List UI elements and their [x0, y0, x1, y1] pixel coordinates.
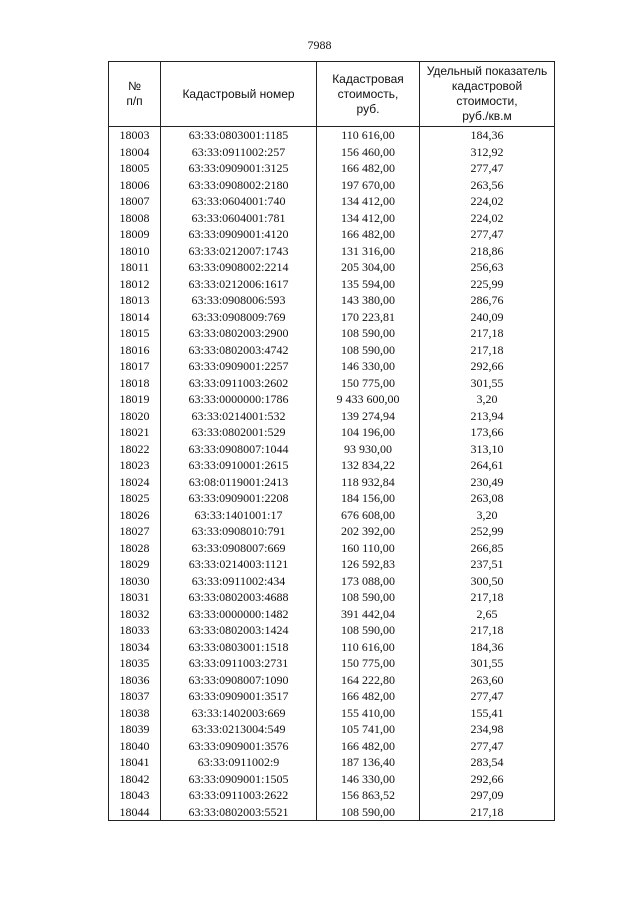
cadastral-value-cell: 146 330,00 [317, 358, 420, 375]
table-row [109, 391, 555, 408]
specific-index-cell: 3,20 [420, 391, 555, 408]
cadastral-number-cell: 63:33:0909001:4120 [161, 226, 317, 243]
header-num-line: п/п [126, 94, 143, 108]
cadastral-value-cell: 166 482,00 [317, 160, 420, 177]
cadastral-value-cell: 156 863,52 [317, 787, 420, 804]
table-row [109, 226, 555, 243]
specific-index-cell: 252,99 [420, 523, 555, 540]
cadastral-value-cell: 164 222,80 [317, 672, 420, 689]
specific-index-cell: 263,60 [420, 672, 555, 689]
cadastral-number-cell: 63:33:0908010:791 [161, 523, 317, 540]
cadastral-value-cell: 104 196,00 [317, 424, 420, 441]
row-number-cell: 18037 [109, 688, 161, 705]
specific-index-cell: 230,49 [420, 474, 555, 491]
cadastral-value-cell: 173 088,00 [317, 573, 420, 590]
row-number-cell: 18006 [109, 177, 161, 194]
table-row [109, 358, 555, 375]
table-row [109, 441, 555, 458]
cadastral-value-cell: 108 590,00 [317, 589, 420, 606]
table-row [109, 540, 555, 557]
table-row [109, 243, 555, 260]
header-value-line: руб. [356, 101, 380, 116]
row-number-cell: 18041 [109, 754, 161, 771]
row-number-cell: 18008 [109, 210, 161, 227]
cadastral-number-cell: 63:33:0802003:1424 [161, 622, 317, 639]
cadastral-value-cell: 146 330,00 [317, 771, 420, 788]
table-row [109, 160, 555, 177]
cadastral-value-cell: 391 442,04 [317, 606, 420, 623]
cadastral-number-cell: 63:33:0911002:9 [161, 754, 317, 771]
cadastral-number-cell: 63:33:0909001:3517 [161, 688, 317, 705]
cadastral-number-cell: 63:33:1401001:17 [161, 507, 317, 524]
cadastral-value-cell: 108 590,00 [317, 325, 420, 342]
cadastral-value-cell: 202 392,00 [317, 523, 420, 540]
row-number-cell: 18032 [109, 606, 161, 623]
cadastral-number-cell: 63:33:0911002:434 [161, 573, 317, 590]
cadastral-number-cell: 63:33:0212006:1617 [161, 276, 317, 293]
row-number-cell: 18022 [109, 441, 161, 458]
row-number-cell: 18007 [109, 193, 161, 210]
cadastral-value-cell: 134 412,00 [317, 193, 420, 210]
row-number-cell: 18043 [109, 787, 161, 804]
specific-index-cell: 313,10 [420, 441, 555, 458]
specific-index-cell: 217,18 [420, 804, 555, 821]
cadastral-number-cell: 63:33:0908007:669 [161, 540, 317, 557]
cadastral-value-cell: 156 460,00 [317, 144, 420, 161]
row-number-cell: 18003 [109, 127, 161, 144]
table-row [109, 309, 555, 326]
specific-index-cell: 184,36 [420, 127, 555, 144]
specific-index-cell: 234,98 [420, 721, 555, 738]
row-number-cell: 18013 [109, 292, 161, 309]
specific-index-cell: 225,99 [420, 276, 555, 293]
table-row [109, 589, 555, 606]
cadastral-value-cell: 110 616,00 [317, 639, 420, 656]
cadastral-number-cell: 63:33:0908002:2214 [161, 259, 317, 276]
cadastral-number-cell: 63:33:0908007:1044 [161, 441, 317, 458]
table-row [109, 292, 555, 309]
specific-index-cell: 263,56 [420, 177, 555, 194]
table-row [109, 787, 555, 804]
cadastral-value-cell: 197 670,00 [317, 177, 420, 194]
cadastral-number-cell: 63:33:0000000:1786 [161, 391, 317, 408]
table-row [109, 606, 555, 623]
cadastral-number-cell: 63:33:0803001:1185 [161, 127, 317, 144]
specific-index-cell: 155,41 [420, 705, 555, 722]
table-row [109, 771, 555, 788]
cadastral-value-cell: 150 775,00 [317, 375, 420, 392]
cadastral-number-cell: 63:33:0212007:1743 [161, 243, 317, 260]
cadastral-number-cell: 63:33:0908006:593 [161, 292, 317, 309]
specific-index-cell: 217,18 [420, 622, 555, 639]
table-row [109, 573, 555, 590]
cadastral-number-cell: 63:33:0802003:5521 [161, 804, 317, 821]
cadastral-value-cell: 118 932,84 [317, 474, 420, 491]
cadastral-value-cell: 170 223,81 [317, 309, 420, 326]
row-number-cell: 18009 [109, 226, 161, 243]
header-index-line: кадастровой [451, 79, 523, 93]
row-number-cell: 18025 [109, 490, 161, 507]
row-number-cell: 18020 [109, 408, 161, 425]
cadastral-value-cell: 110 616,00 [317, 127, 420, 144]
specific-index-cell: 292,66 [420, 771, 555, 788]
table-row [109, 342, 555, 359]
cadastral-value-cell: 105 741,00 [317, 721, 420, 738]
header-num-line: № [128, 79, 141, 93]
table-row [109, 375, 555, 392]
cadastral-value-cell: 134 412,00 [317, 210, 420, 227]
cadastral-value-cell: 184 156,00 [317, 490, 420, 507]
row-number-cell: 18030 [109, 573, 161, 590]
specific-index-cell: 2,65 [420, 606, 555, 623]
table-row [109, 193, 555, 210]
page-number: 7988 [307, 38, 332, 52]
cadastral-number-cell: 63:33:0909001:3125 [161, 160, 317, 177]
specific-index-cell: 312,92 [420, 144, 555, 161]
specific-index-cell: 263,08 [420, 490, 555, 507]
cadastral-number-cell: 63:33:0909001:2208 [161, 490, 317, 507]
cadastral-number-cell: 63:33:0908002:2180 [161, 177, 317, 194]
cadastral-value-cell: 205 304,00 [317, 259, 420, 276]
row-number-cell: 18017 [109, 358, 161, 375]
table-row [109, 655, 555, 672]
specific-index-cell: 277,47 [420, 738, 555, 755]
table-row [109, 144, 555, 161]
specific-index-cell: 240,09 [420, 309, 555, 326]
specific-index-cell: 237,51 [420, 556, 555, 573]
table-row [109, 457, 555, 474]
row-number-cell: 18014 [109, 309, 161, 326]
cadastral-number-cell: 63:33:0909001:2257 [161, 358, 317, 375]
specific-index-cell: 301,55 [420, 375, 555, 392]
cadastral-number-cell: 63:33:0604001:740 [161, 193, 317, 210]
cadastral-number-cell: 63:33:0910001:2615 [161, 457, 317, 474]
cadastral-value-cell: 108 590,00 [317, 804, 420, 821]
cadastral-number-cell: 63:08:0119001:2413 [161, 474, 317, 491]
cadastral-value-cell: 155 410,00 [317, 705, 420, 722]
specific-index-cell: 217,18 [420, 325, 555, 342]
specific-index-cell: 217,18 [420, 342, 555, 359]
specific-index-cell: 218,86 [420, 243, 555, 260]
row-number-cell: 18019 [109, 391, 161, 408]
specific-index-cell: 292,66 [420, 358, 555, 375]
row-number-cell: 18035 [109, 655, 161, 672]
row-number-cell: 18005 [109, 160, 161, 177]
cadastral-number-cell: 63:33:0908007:1090 [161, 672, 317, 689]
cadastral-value-cell: 126 592,83 [317, 556, 420, 573]
specific-index-cell: 264,61 [420, 457, 555, 474]
specific-index-cell: 266,85 [420, 540, 555, 557]
table-row [109, 177, 555, 194]
table-row [109, 424, 555, 441]
specific-index-cell: 173,66 [420, 424, 555, 441]
cadastral-value-cell: 143 380,00 [317, 292, 420, 309]
cadastral-number-cell: 63:33:0908009:769 [161, 309, 317, 326]
table-row [109, 721, 555, 738]
cadastral-number-cell: 63:33:0911003:2602 [161, 375, 317, 392]
specific-index-cell: 283,54 [420, 754, 555, 771]
specific-index-cell: 297,09 [420, 787, 555, 804]
header-specific-index [420, 62, 555, 127]
cadastral-value-cell: 93 930,00 [317, 441, 420, 458]
row-number-cell: 18026 [109, 507, 161, 524]
table-row [109, 804, 555, 821]
row-number-cell: 18039 [109, 721, 161, 738]
specific-index-cell: 286,76 [420, 292, 555, 309]
row-number-cell: 18021 [109, 424, 161, 441]
table-row [109, 325, 555, 342]
header-index-line: стоимости, [456, 94, 518, 108]
row-number-cell: 18028 [109, 540, 161, 557]
specific-index-cell: 256,63 [420, 259, 555, 276]
cadastral-value-cell: 131 316,00 [317, 243, 420, 260]
cadastral-number-cell: 63:33:0911003:2622 [161, 787, 317, 804]
cadastral-number-cell: 63:33:0213004:549 [161, 721, 317, 738]
row-number-cell: 18031 [109, 589, 161, 606]
specific-index-cell: 224,02 [420, 210, 555, 227]
cadastral-number-cell: 63:33:1402003:669 [161, 705, 317, 722]
specific-index-cell: 3,20 [420, 507, 555, 524]
table-row [109, 639, 555, 656]
table-row [109, 408, 555, 425]
table-body [109, 127, 555, 821]
row-number-cell: 18010 [109, 243, 161, 260]
row-number-cell: 18004 [109, 144, 161, 161]
header-cadastral-value [317, 62, 420, 127]
specific-index-cell: 277,47 [420, 226, 555, 243]
row-number-cell: 18034 [109, 639, 161, 656]
cadastral-value-cell: 135 594,00 [317, 276, 420, 293]
cadastral-value-cell: 108 590,00 [317, 622, 420, 639]
header-value-line: стоимость, [337, 86, 399, 101]
specific-index-cell: 217,18 [420, 589, 555, 606]
cadastral-value-cell: 132 834,22 [317, 457, 420, 474]
cadastral-number-cell: 63:33:0604001:781 [161, 210, 317, 227]
header-index-line: руб./кв.м [462, 109, 512, 123]
row-number-cell: 18012 [109, 276, 161, 293]
table-row [109, 276, 555, 293]
header-cadastral-number: Кадастровый номер [161, 62, 317, 127]
row-number-cell: 18040 [109, 738, 161, 755]
table-row [109, 507, 555, 524]
table-row [109, 474, 555, 491]
row-number-cell: 18024 [109, 474, 161, 491]
specific-index-cell: 300,50 [420, 573, 555, 590]
row-number-cell: 18018 [109, 375, 161, 392]
row-number-cell: 18023 [109, 457, 161, 474]
header-num [109, 62, 161, 127]
cadastral-value-cell: 166 482,00 [317, 688, 420, 705]
table-row [109, 705, 555, 722]
cadastral-number-cell: 63:33:0911002:257 [161, 144, 317, 161]
table-row [109, 523, 555, 540]
row-number-cell: 18015 [109, 325, 161, 342]
table-row [109, 490, 555, 507]
cadastral-number-cell: 63:33:0909001:3576 [161, 738, 317, 755]
table-row [109, 556, 555, 573]
row-number-cell: 18042 [109, 771, 161, 788]
table-row [109, 210, 555, 227]
header-index-line: Удельный показатель [426, 64, 548, 78]
specific-index-cell: 213,94 [420, 408, 555, 425]
table-row [109, 127, 555, 144]
cadastral-value-cell: 150 775,00 [317, 655, 420, 672]
cadastral-value-cell: 160 110,00 [317, 540, 420, 557]
specific-index-cell: 184,36 [420, 639, 555, 656]
row-number-cell: 18033 [109, 622, 161, 639]
cadastral-number-cell: 63:33:0214003:1121 [161, 556, 317, 573]
row-number-cell: 18036 [109, 672, 161, 689]
cadastral-number-cell: 63:33:0802003:4742 [161, 342, 317, 359]
row-number-cell: 18029 [109, 556, 161, 573]
table-row [109, 622, 555, 639]
cadastral-number-cell: 63:33:0911003:2731 [161, 655, 317, 672]
cadastral-value-cell: 9 433 600,00 [317, 391, 420, 408]
cadastral-number-cell: 63:33:0909001:1505 [161, 771, 317, 788]
cadastral-value-cell: 166 482,00 [317, 226, 420, 243]
table-row [109, 738, 555, 755]
cadastral-number-cell: 63:33:0802003:2900 [161, 325, 317, 342]
row-number-cell: 18044 [109, 804, 161, 821]
cadastral-number-cell: 63:33:0802001:529 [161, 424, 317, 441]
row-number-cell: 18038 [109, 705, 161, 722]
row-number-cell: 18027 [109, 523, 161, 540]
cadastral-value-cell: 139 274,94 [317, 408, 420, 425]
table-row [109, 259, 555, 276]
table-header-row [109, 62, 555, 127]
cadastral-value-cell: 166 482,00 [317, 738, 420, 755]
cadastral-value-cell: 108 590,00 [317, 342, 420, 359]
specific-index-cell: 277,47 [420, 688, 555, 705]
cadastral-value-cell: 187 136,40 [317, 754, 420, 771]
cadastral-number-cell: 63:33:0214001:532 [161, 408, 317, 425]
specific-index-cell: 224,02 [420, 193, 555, 210]
row-number-cell: 18016 [109, 342, 161, 359]
cadastral-table [108, 61, 555, 821]
cadastral-value-cell: 676 608,00 [317, 507, 420, 524]
row-number-cell: 18011 [109, 259, 161, 276]
specific-index-cell: 301,55 [420, 655, 555, 672]
cadastral-number-cell: 63:33:0802003:4688 [161, 589, 317, 606]
cadastral-number-cell: 63:33:0000000:1482 [161, 606, 317, 623]
header-value-line: Кадастровая [332, 71, 404, 86]
cadastral-number-cell: 63:33:0803001:1518 [161, 639, 317, 656]
table-row [109, 754, 555, 771]
table-row [109, 672, 555, 689]
specific-index-cell: 277,47 [420, 160, 555, 177]
table-row [109, 688, 555, 705]
